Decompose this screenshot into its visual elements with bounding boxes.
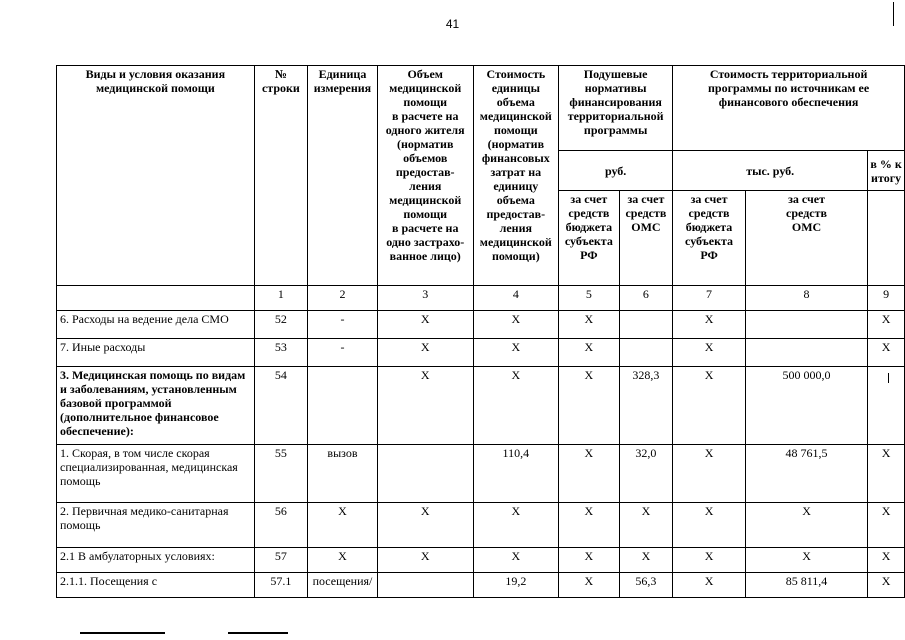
row-cell [619, 311, 673, 339]
row-cell [619, 339, 673, 367]
row-cell: Х [473, 311, 559, 339]
column-number: 2 [308, 286, 378, 311]
header-line: ОМС [631, 220, 661, 234]
table-row [57, 573, 905, 598]
financing-table [56, 65, 905, 598]
row-cell: Х [559, 339, 620, 367]
row-cell: - [308, 311, 378, 339]
header-line: Подушевые [583, 67, 648, 81]
header-kinds: Виды и условия оказания медицинской помощи [57, 66, 255, 286]
header-line: за счет [690, 192, 728, 206]
header-oms-rub [619, 191, 673, 286]
row-cell: 52 [254, 311, 307, 339]
header-line: нормативы [584, 81, 647, 95]
row-cell: Х [377, 548, 473, 573]
header-line: объема [496, 95, 535, 109]
header-line: затрат на [490, 165, 542, 179]
row-name: 2.1 В амбулаторных условиях: [57, 548, 255, 573]
row-name: 1. Скорая, в том числе скорая специализированная, медицинская помощь [57, 445, 255, 503]
row-cell: 57 [254, 548, 307, 573]
header-unit: Единица измерения [308, 66, 378, 286]
row-cell: Х [868, 311, 905, 339]
header-per-capita [559, 66, 673, 151]
column-number: 9 [868, 286, 905, 311]
header-oms-thous [745, 191, 867, 286]
row-cell: Х [473, 367, 559, 445]
header-line: финансирования [569, 95, 662, 109]
row-cell [745, 339, 867, 367]
row-cell: 110,4 [473, 445, 559, 503]
row-cell: Х [673, 339, 746, 367]
row-cell: Х [559, 503, 620, 548]
row-cell: Х [377, 503, 473, 548]
row-cell [377, 445, 473, 503]
row-cell: Х [745, 548, 867, 573]
row-cell: Х [673, 573, 746, 598]
header-line: финансовых [481, 151, 550, 165]
header-line: ления [409, 179, 442, 193]
header-line: за счет [788, 192, 825, 206]
header-line: субъекта [685, 234, 734, 248]
header-row-1 [57, 66, 905, 151]
header-line: предостав- [486, 207, 546, 221]
row-cell: Х [673, 548, 746, 573]
header-line: Стоимость [486, 67, 546, 81]
row-cell: Х [868, 445, 905, 503]
row-cell: - [308, 339, 378, 367]
column-number: 7 [673, 286, 746, 311]
column-number: 6 [619, 286, 673, 311]
row-name: 2.1.1. Посещения с [57, 573, 255, 598]
row-cell: Х [559, 367, 620, 445]
header-line: единицу [493, 179, 539, 193]
row-cell [308, 367, 378, 445]
row-cell: Х [377, 367, 473, 445]
header-program-cost [673, 66, 905, 151]
row-cell: 57.1 [254, 573, 307, 598]
header-line: средств [568, 206, 610, 220]
header-line: ОМС [791, 220, 822, 234]
row-cell: Х [673, 445, 746, 503]
row-cell: 54 [254, 367, 307, 445]
row-cell: вызов [308, 445, 378, 503]
table-row [57, 311, 905, 339]
row-cell: 85 811,4 [745, 573, 867, 598]
header-line: медицинской [479, 109, 552, 123]
row-cell: Х [559, 311, 620, 339]
header-line: территориальной [567, 109, 664, 123]
row-cell: 500 000,0 [745, 367, 867, 445]
header-line: средств [786, 206, 827, 220]
header-line: единицы [491, 81, 540, 95]
header-line: предостав- [395, 165, 455, 179]
header-line: объема [496, 193, 535, 207]
header-line: Стоимость территориальной [709, 67, 868, 81]
table-row [57, 503, 905, 548]
header-budget-rub [559, 191, 620, 286]
header-line: медицинской [389, 81, 462, 95]
column-number: 8 [745, 286, 867, 311]
header-unit-cost [473, 66, 559, 286]
row-cell: Х [308, 503, 378, 548]
header-line: за счет [570, 192, 608, 206]
header-line: (норматив [487, 137, 545, 151]
row-cell: Х [377, 311, 473, 339]
scan-edge-mark [893, 2, 894, 26]
row-cell: посещения/ [308, 573, 378, 598]
page-number: 41 [445, 17, 460, 31]
footnote-separator [80, 632, 165, 634]
column-number: 3 [377, 286, 473, 311]
row-cell [745, 311, 867, 339]
header-line: медицинской [479, 235, 552, 249]
row-cell: Х [473, 339, 559, 367]
row-cell: 32,0 [619, 445, 673, 503]
header-line: субъекта [564, 234, 613, 248]
table-row [57, 339, 905, 367]
header-line: помощи [493, 123, 538, 137]
row-cell: Х [868, 573, 905, 598]
header-line: одно застрахо- [386, 235, 465, 249]
header-line: ванное лицо) [389, 249, 461, 263]
header-budget-thous [673, 191, 746, 286]
row-cell: 328,3 [619, 367, 673, 445]
row-cell: Х [473, 548, 559, 573]
header-line: за счет [627, 192, 665, 206]
row-name: 7. Иные расходы [57, 339, 255, 367]
header-line: финансового обеспечения [718, 95, 859, 109]
row-cell: 53 [254, 339, 307, 367]
row-cell: Х [673, 367, 746, 445]
row-cell: Х [308, 548, 378, 573]
header-line: РФ [580, 248, 598, 262]
table-row [57, 367, 905, 445]
row-cell: Х [868, 339, 905, 367]
row-cell: Х [559, 445, 620, 503]
row-cell: Х [673, 503, 746, 548]
header-line: средств [688, 206, 730, 220]
row-cell: Х [619, 548, 673, 573]
row-cell: 55 [254, 445, 307, 503]
column-number: 5 [559, 286, 620, 311]
header-percent: в % к итогу [868, 151, 905, 191]
header-line: медицинской [389, 193, 462, 207]
row-cell: Х [745, 503, 867, 548]
header-line: ления [499, 221, 533, 235]
header-line: бюджета [685, 220, 733, 234]
row-cell: Х [868, 503, 905, 548]
row-name: 3. Медицинская помощь по видам и заболеваниям, установленным базовой программой (дополнительное финансовое обеспечение): [57, 367, 255, 445]
row-cell: Х [473, 503, 559, 548]
column-numbers-row [57, 286, 905, 311]
header-line: Объем [407, 67, 443, 81]
row-cell: 56,3 [619, 573, 673, 598]
header-line: объемов [403, 151, 448, 165]
header-line: одного жителя [385, 123, 465, 137]
row-name: 6. Расходы на ведение дела СМО [57, 311, 255, 339]
header-rub: руб. [559, 151, 673, 191]
footnote-separator [228, 632, 288, 634]
row-cell: Х [868, 548, 905, 573]
header-line: помощи [403, 207, 448, 221]
header-line: помощи) [491, 249, 540, 263]
row-cell: 19,2 [473, 573, 559, 598]
row-cell [377, 573, 473, 598]
header-line: бюджета [565, 220, 613, 234]
row-cell: Х [619, 503, 673, 548]
column-number: 4 [473, 286, 559, 311]
column-number [57, 286, 255, 311]
row-cell: Х [559, 573, 620, 598]
row-cell: Х [377, 339, 473, 367]
table-row [57, 445, 905, 503]
header-volume [377, 66, 473, 286]
row-cell: 48 761,5 [745, 445, 867, 503]
header-line: программы [583, 123, 648, 137]
header-line: РФ [700, 248, 718, 262]
row-cell: Х [673, 311, 746, 339]
column-number: 1 [254, 286, 307, 311]
row-cell [868, 367, 905, 445]
header-line: в расчете на [391, 221, 459, 235]
row-cell: 56 [254, 503, 307, 548]
header-row-number: № строки [254, 66, 307, 286]
header-line: программы по источникам ее [708, 81, 870, 95]
table-row [57, 548, 905, 573]
header-percent-empty [868, 191, 905, 286]
row-cell: Х [559, 548, 620, 573]
row-name: 2. Первичная медико-санитарная помощь [57, 503, 255, 548]
header-line: помощи [403, 95, 448, 109]
header-thous-rub: тыс. руб. [673, 151, 868, 191]
header-line: в расчете на [391, 109, 459, 123]
header-line: (норматив [396, 137, 454, 151]
header-line: средств [625, 206, 667, 220]
